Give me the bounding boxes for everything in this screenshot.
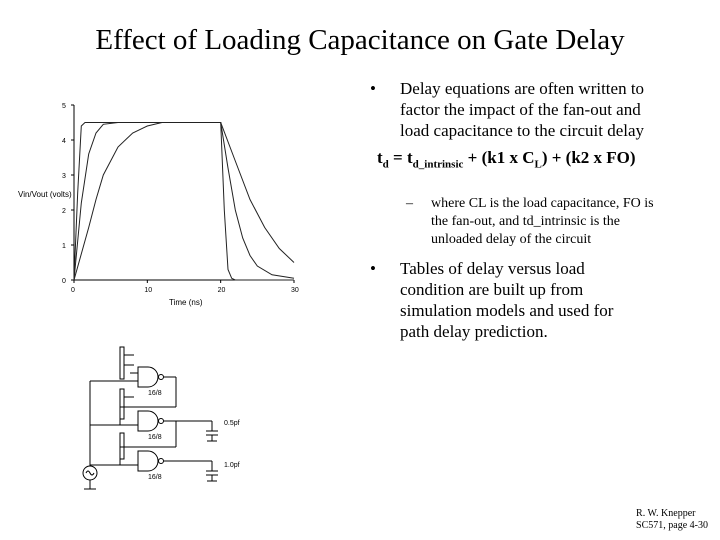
eq-lhs: t	[377, 148, 383, 167]
x-tick-label: 10	[144, 287, 153, 294]
eq-part1-sub: d_intrinsic	[412, 158, 464, 171]
gate-size-1: 16/8	[148, 390, 162, 397]
bullet-dot: •	[370, 259, 376, 278]
x-tick-label: 30	[291, 287, 299, 294]
y-tick-label: 0	[62, 278, 66, 285]
series-line-3	[74, 123, 294, 281]
y-tick-label: 4	[62, 138, 66, 145]
chart-series	[74, 123, 294, 281]
x-axis-label: Time (ns)	[169, 298, 203, 307]
y-tick-label: 1	[62, 243, 66, 250]
footer-author: R. W. Knepper	[636, 508, 696, 519]
bullet-text: Delay equations are often written to factor the impact of the fan-out and load capacitance to the circuit delay	[400, 79, 645, 140]
x-tick-label: 20	[217, 287, 226, 294]
x-tick-label: 0	[71, 287, 75, 294]
bullet-dot: •	[370, 79, 376, 98]
cap-label-1: 0.5pf	[224, 420, 240, 427]
gate-schematic	[78, 345, 258, 495]
cap-label-2: 1.0pf	[224, 462, 240, 469]
sub-bullet-text: where CL is the load capacitance, FO is the fan-out, and td_intrinsic is the unloaded delay of the circuit	[431, 196, 654, 247]
y-tick-label: 5	[62, 103, 66, 110]
gate-size-3: 16/8	[148, 474, 162, 481]
gate-size-2: 16/8	[148, 434, 162, 441]
eq-part1: = t	[388, 148, 413, 167]
chart-axes	[74, 105, 294, 280]
slide-footer	[636, 508, 708, 532]
eq-part2-sub: L	[534, 158, 542, 171]
waveform-chart	[14, 95, 304, 315]
delay-equation	[377, 148, 636, 170]
footer-page: SC571, page 4-30	[636, 520, 708, 531]
y-tick-label: 3	[62, 173, 66, 180]
slide-title: Effect of Loading Capacitance on Gate Delay	[95, 24, 625, 56]
bullet-text: Tables of delay versus load condition are built up from simulation models and used for path delay prediction.	[400, 259, 614, 341]
sub-bullet-dash: –	[406, 196, 413, 211]
y-tick-label: 2	[62, 208, 66, 215]
eq-lhs-sub: d	[382, 158, 389, 171]
eq-part3: ) + (k2 x FO)	[541, 148, 636, 167]
y-axis-label: Vin/Vout (volts)	[18, 190, 72, 199]
series-line-1	[74, 123, 294, 281]
series-line-2	[74, 123, 294, 281]
eq-part2: + (k1 x C	[463, 148, 535, 167]
